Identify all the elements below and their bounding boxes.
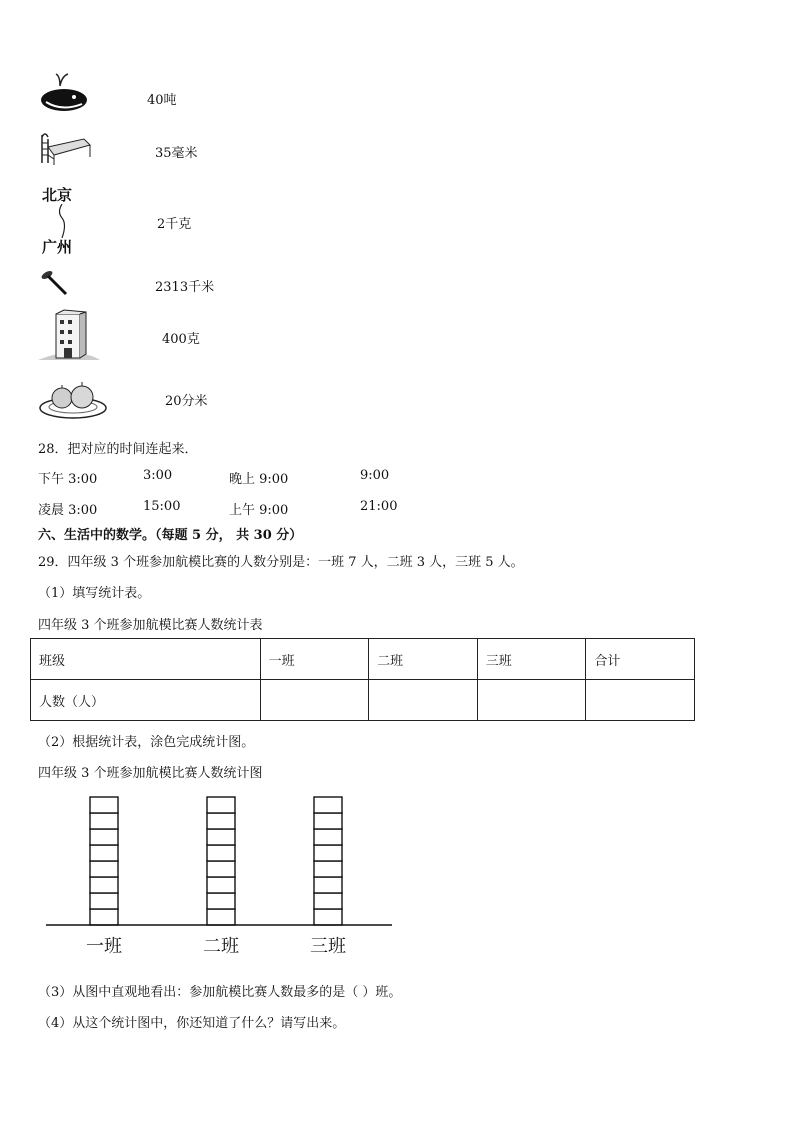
- q29-title: 29．四年级 3 个班参加航模比赛的人数分别是：一班 7 人，二班 3 人，三班 5 人。: [38, 555, 524, 570]
- map-city-bottom: 广州: [42, 238, 73, 256]
- table-header-cell: 三班: [477, 639, 586, 680]
- chart-cell[interactable]: [314, 813, 342, 829]
- match-value-3: 2千克: [157, 217, 192, 232]
- match-value-4: 2313千米: [155, 280, 215, 295]
- chart-cell[interactable]: [207, 877, 235, 893]
- chart-cell[interactable]: [314, 893, 342, 909]
- match-value-5: 400克: [162, 332, 200, 347]
- chart-cell[interactable]: [314, 845, 342, 861]
- time-r2-c4: 21:00: [360, 499, 398, 514]
- match-value-6: 20分米: [165, 394, 208, 409]
- chart-cell[interactable]: [207, 861, 235, 877]
- chart-cell[interactable]: [90, 893, 118, 909]
- time-r1-c1: 下午 3:00: [38, 472, 98, 487]
- chart-cell[interactable]: [207, 845, 235, 861]
- x-tick-label: 三班: [310, 936, 346, 957]
- map-icon: [42, 184, 82, 256]
- table-row: [31, 680, 695, 721]
- match-value-2: 35毫米: [155, 146, 198, 161]
- table-answer-cell[interactable]: [477, 680, 586, 721]
- match-value-1: 40吨: [147, 93, 177, 108]
- chart-cell[interactable]: [314, 877, 342, 893]
- q29-part1: （1）填写统计表。: [38, 586, 151, 601]
- chart-cell[interactable]: [90, 909, 118, 925]
- chart-cell[interactable]: [90, 797, 118, 813]
- chart-cell[interactable]: [314, 909, 342, 925]
- q29-part2: （2）根据统计表，涂色完成统计图。: [38, 735, 255, 750]
- table-header-row: [31, 639, 695, 680]
- route-line: [56, 204, 68, 238]
- chart-cell[interactable]: [90, 829, 118, 845]
- q28-title: 28．把对应的时间连起来．: [38, 442, 198, 457]
- time-r2-c1: 凌晨 3:00: [38, 503, 98, 518]
- chart-cell[interactable]: [90, 813, 118, 829]
- chart-cell[interactable]: [207, 893, 235, 909]
- chart-cell[interactable]: [90, 877, 118, 893]
- chart-cell[interactable]: [207, 829, 235, 845]
- chart-cell[interactable]: [90, 861, 118, 877]
- table-answer-cell[interactable]: [369, 680, 478, 721]
- section-6-heading: 六、生活中的数学。（每题 5 分， 共 30 分）: [38, 528, 303, 543]
- chart-cell[interactable]: [90, 845, 118, 861]
- building-icon: [38, 308, 100, 362]
- chart-cell[interactable]: [207, 797, 235, 813]
- x-tick-label: 一班: [86, 936, 122, 957]
- table-header-cell: 班级: [31, 639, 261, 680]
- q29-part4: （4）从这个统计图中，你还知道了什么？请写出来。: [38, 1016, 346, 1031]
- table-header-cell: 合计: [586, 639, 695, 680]
- table-title: 四年级 3 个班参加航模比赛人数统计表: [38, 618, 263, 633]
- apple-plate-icon: [38, 378, 108, 420]
- bed-icon: [38, 125, 92, 167]
- chart-cell[interactable]: [314, 861, 342, 877]
- chart-title: 四年级 3 个班参加航模比赛人数统计图: [38, 766, 263, 781]
- table-answer-cell[interactable]: [260, 680, 369, 721]
- table-header-cell: 一班: [260, 639, 369, 680]
- time-r2-c3: 上午 9:00: [229, 503, 289, 518]
- chart-cell[interactable]: [207, 813, 235, 829]
- time-r1-c4: 9:00: [360, 468, 390, 483]
- time-r2-c2: 15:00: [143, 499, 181, 514]
- chart-cell[interactable]: [314, 829, 342, 845]
- chart-cell[interactable]: [314, 797, 342, 813]
- time-r1-c3: 晚上 9:00: [229, 472, 289, 487]
- table-header-cell: 二班: [369, 639, 478, 680]
- bar-chart: [40, 795, 400, 965]
- time-r1-c2: 3:00: [143, 468, 173, 483]
- map-city-top: 北京: [42, 186, 73, 204]
- table-answer-cell[interactable]: [586, 680, 695, 721]
- whale-icon: [38, 72, 88, 114]
- table-row-label: 人数（人）: [31, 680, 261, 721]
- chart-cell[interactable]: [207, 909, 235, 925]
- stat-table: [30, 638, 695, 721]
- q29-part3: （3）从图中直观地看出：参加航模比赛人数最多的是（ ）班。: [38, 985, 402, 1000]
- x-tick-label: 二班: [203, 936, 239, 957]
- nail-icon: [40, 268, 70, 298]
